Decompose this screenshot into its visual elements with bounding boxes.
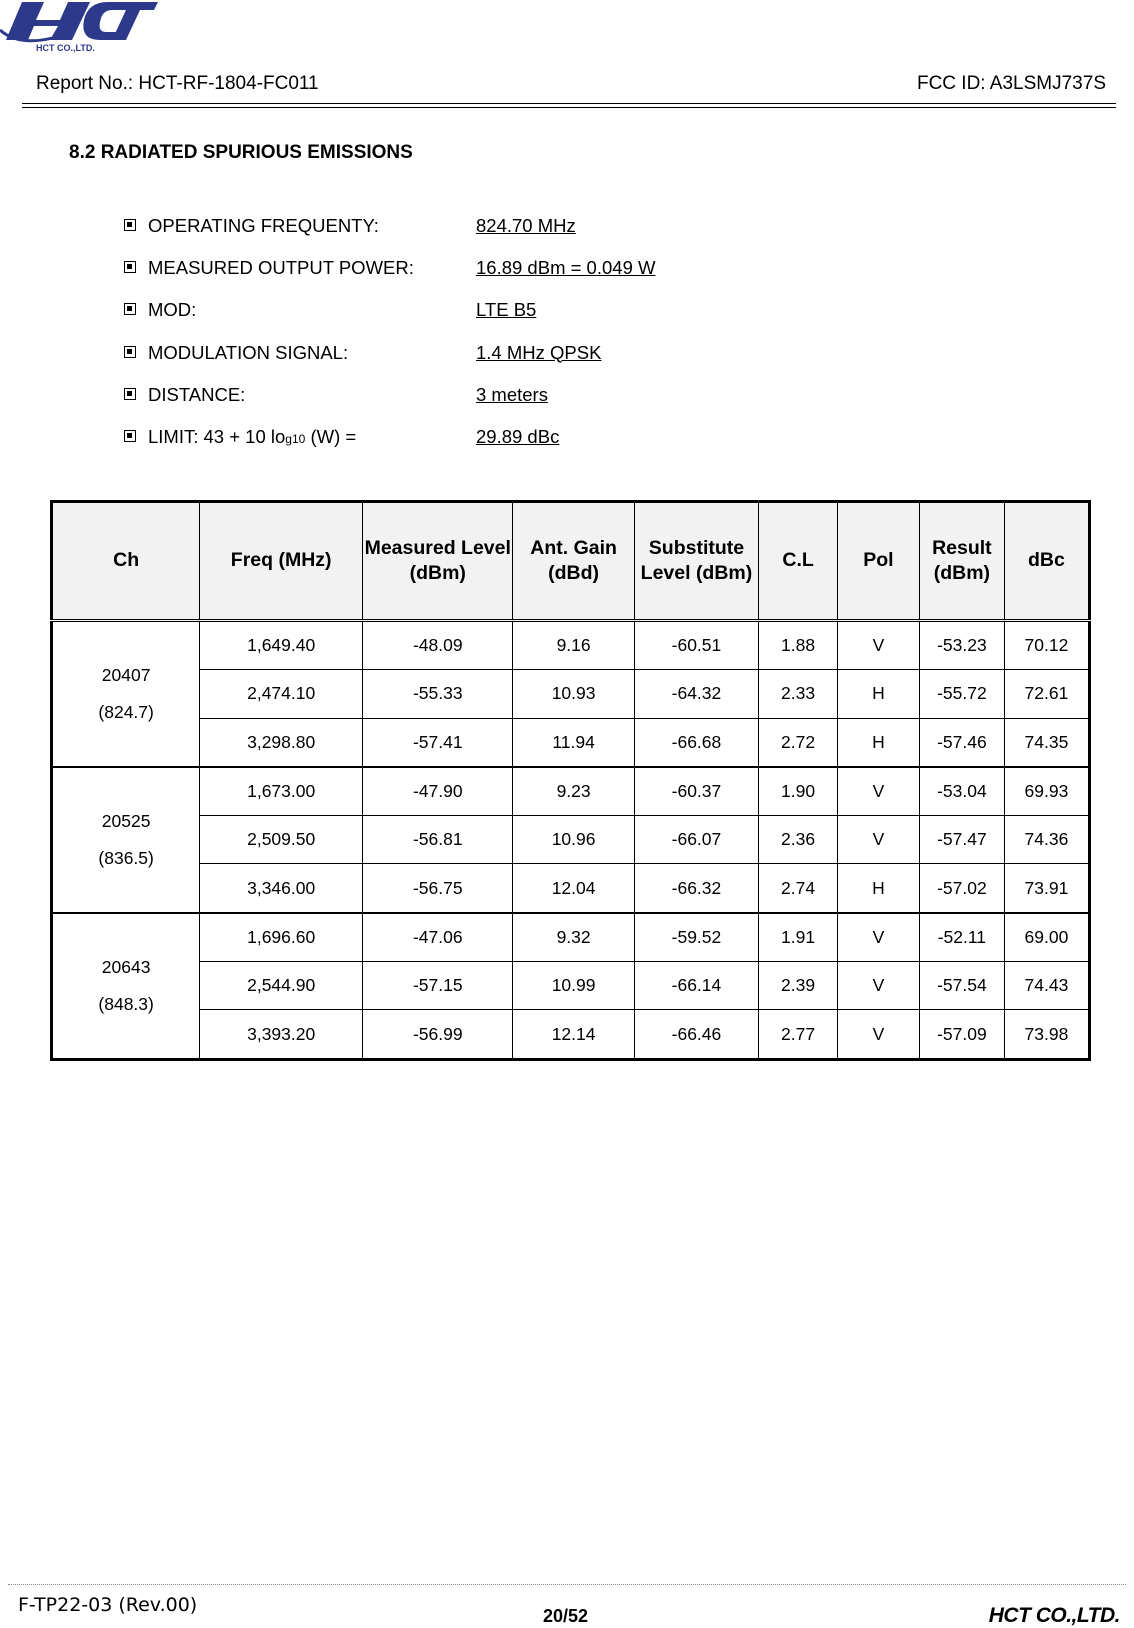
- table-cell: -52.11: [919, 913, 1004, 962]
- table-cell: -66.46: [634, 1010, 758, 1059]
- channel-cell: [52, 621, 200, 767]
- table-row: [52, 962, 1090, 1010]
- table-cell: -66.68: [634, 718, 758, 767]
- spurious-emissions-table: [50, 500, 1091, 1061]
- table-cell: -66.14: [634, 962, 758, 1010]
- checkbox-bullet-icon: [124, 303, 136, 315]
- table-cell: 2,544.90: [200, 962, 363, 1010]
- logo-subtext: HCT CO.,LTD.: [36, 43, 95, 53]
- channel-number: 20407: [101, 665, 151, 686]
- table-cell: 2.39: [759, 962, 838, 1010]
- table-cell: -57.46: [919, 718, 1004, 767]
- table-cell: -56.99: [363, 1010, 513, 1059]
- table-row: [52, 718, 1090, 767]
- channel-group: [52, 621, 1090, 767]
- table-cell: -57.15: [363, 962, 513, 1010]
- table-cell: 11.94: [513, 718, 634, 767]
- table-cell: 1.88: [759, 621, 838, 670]
- table-cell: 9.23: [513, 767, 634, 816]
- page-number: 20/52: [543, 1606, 589, 1626]
- spec-label: OPERATING FREQUENTY:: [148, 215, 379, 236]
- table-row: [52, 913, 1090, 962]
- checkbox-bullet-icon: [124, 261, 136, 273]
- header-result: Result (dBm): [919, 502, 1004, 621]
- table-cell: -66.07: [634, 816, 758, 864]
- checkbox-bullet-icon: [124, 430, 136, 442]
- table-cell: -47.06: [363, 913, 513, 962]
- table-cell: -55.33: [363, 670, 513, 718]
- table-cell: 2.33: [759, 670, 838, 718]
- table-row: [52, 670, 1090, 718]
- header-ch: Ch: [52, 502, 200, 621]
- channel-group: [52, 913, 1090, 1059]
- table-cell: -53.04: [919, 767, 1004, 816]
- table-cell: 3,298.80: [200, 718, 363, 767]
- table-cell: -48.09: [363, 621, 513, 670]
- footer-divider: [8, 1584, 1126, 1585]
- table-cell: -57.41: [363, 718, 513, 767]
- table-cell: 74.35: [1004, 718, 1089, 767]
- table-cell: 10.99: [513, 962, 634, 1010]
- channel-cell: [52, 767, 200, 913]
- limit-label-subscript: g10: [285, 431, 306, 446]
- header-measured-level: Measured Level (dBm): [363, 502, 513, 621]
- header-dbc: dBc: [1004, 502, 1089, 621]
- spec-label: [148, 426, 356, 448]
- table-cell: V: [837, 962, 919, 1010]
- table-cell: V: [837, 621, 919, 670]
- spec-value: 3 meters: [476, 383, 548, 405]
- table-cell: 69.00: [1004, 913, 1089, 962]
- table-cell: 74.36: [1004, 816, 1089, 864]
- table-cell: -64.32: [634, 670, 758, 718]
- table-cell: 3,346.00: [200, 864, 363, 913]
- table-cell: 2,509.50: [200, 816, 363, 864]
- table-cell: 9.16: [513, 621, 634, 670]
- table-cell: 73.91: [1004, 864, 1089, 913]
- table-cell: 1.90: [759, 767, 838, 816]
- checkbox-bullet-icon: [124, 388, 136, 400]
- table-row: [52, 621, 1090, 670]
- table-cell: 9.32: [513, 913, 634, 962]
- table-cell: -57.54: [919, 962, 1004, 1010]
- table-cell: 2.74: [759, 864, 838, 913]
- checkbox-bullet-icon: [124, 219, 136, 231]
- header-divider: [22, 103, 1116, 104]
- table-cell: V: [837, 1010, 919, 1059]
- channel-cell: [52, 913, 200, 1059]
- spec-value: 16.89 dBm = 0.049 W: [476, 257, 656, 279]
- company-logo: [0, 0, 160, 56]
- table-row: [52, 1010, 1090, 1059]
- table-cell: -66.32: [634, 864, 758, 913]
- channel-frequency: (848.3): [98, 993, 154, 1014]
- table-cell: 2.77: [759, 1010, 838, 1059]
- table-cell: 2,474.10: [200, 670, 363, 718]
- channel-frequency: (836.5): [98, 847, 154, 868]
- section-title: 8.2 RADIATED SPURIOUS EMISSIONS: [69, 142, 413, 163]
- spec-label: MEASURED OUTPUT POWER:: [148, 257, 414, 279]
- table-cell: 2.36: [759, 816, 838, 864]
- footer-company-logo: HCT CO.,LTD.: [988, 1604, 1120, 1627]
- fcc-id: FCC ID: A3LSMJ737S: [916, 73, 1106, 94]
- table-cell: 1.91: [759, 913, 838, 962]
- channel-number: 20525: [101, 811, 151, 832]
- table-cell: -59.52: [634, 913, 758, 962]
- table-cell: -60.51: [634, 621, 758, 670]
- table-cell: -57.02: [919, 864, 1004, 913]
- table-cell: 10.96: [513, 816, 634, 864]
- table-cell: V: [837, 767, 919, 816]
- form-id: F-TP22-03 (Rev.00): [18, 1594, 198, 1616]
- table-cell: -57.47: [919, 816, 1004, 864]
- table-cell: -53.23: [919, 621, 1004, 670]
- channel-frequency: (824.7): [98, 701, 154, 722]
- table-header-row: [52, 502, 1090, 621]
- table-cell: V: [837, 816, 919, 864]
- table-cell: 1,673.00: [200, 767, 363, 816]
- header-divider-secondary: [22, 107, 1116, 108]
- table-cell: 12.14: [513, 1010, 634, 1059]
- checkbox-bullet-icon: [124, 346, 136, 358]
- table-cell: 70.12: [1004, 621, 1089, 670]
- table-cell: -60.37: [634, 767, 758, 816]
- table-cell: 1,649.40: [200, 621, 363, 670]
- table-cell: 69.93: [1004, 767, 1089, 816]
- table-cell: 10.93: [513, 670, 634, 718]
- limit-label-suffix: (W) =: [305, 425, 357, 447]
- table-row: [52, 864, 1090, 913]
- table-cell: 12.04: [513, 864, 634, 913]
- spec-value: LTE B5: [476, 299, 537, 321]
- table-cell: 72.61: [1004, 670, 1089, 718]
- table-cell: -55.72: [919, 670, 1004, 718]
- table-cell: V: [837, 913, 919, 962]
- limit-label-prefix: LIMIT: 43 + 10 lo: [148, 425, 286, 447]
- header-ant-gain: Ant. Gain (dBd): [513, 502, 634, 621]
- channel-group: [52, 767, 1090, 913]
- spec-value: 824.70 MHz: [476, 215, 576, 236]
- header-freq: Freq (MHz): [200, 502, 363, 621]
- table-cell: -47.90: [363, 767, 513, 816]
- table-cell: -57.09: [919, 1010, 1004, 1059]
- table-row: [52, 767, 1090, 816]
- spec-label: DISTANCE:: [148, 383, 246, 405]
- table-cell: -56.75: [363, 864, 513, 913]
- header-pol: Pol: [837, 502, 919, 621]
- table-cell: 2.72: [759, 718, 838, 767]
- table-cell: H: [837, 718, 919, 767]
- table-cell: 1,696.60: [200, 913, 363, 962]
- spec-label: MOD:: [148, 299, 197, 321]
- table-cell: -56.81: [363, 816, 513, 864]
- spec-value: 1.4 MHz QPSK: [476, 341, 602, 363]
- channel-number: 20643: [101, 956, 151, 977]
- spec-value: 29.89 dBc: [476, 425, 560, 447]
- table-cell: 3,393.20: [200, 1010, 363, 1059]
- spec-label: MODULATION SIGNAL:: [148, 341, 349, 363]
- header-substitute-level: Substitute Level (dBm): [634, 502, 758, 621]
- table-cell: 74.43: [1004, 962, 1089, 1010]
- table-cell: 73.98: [1004, 1010, 1089, 1059]
- table-cell: H: [837, 670, 919, 718]
- table-cell: H: [837, 864, 919, 913]
- header-cl: C.L: [759, 502, 838, 621]
- table-row: [52, 816, 1090, 864]
- report-number: Report No.: HCT-RF-1804-FC011: [36, 73, 319, 94]
